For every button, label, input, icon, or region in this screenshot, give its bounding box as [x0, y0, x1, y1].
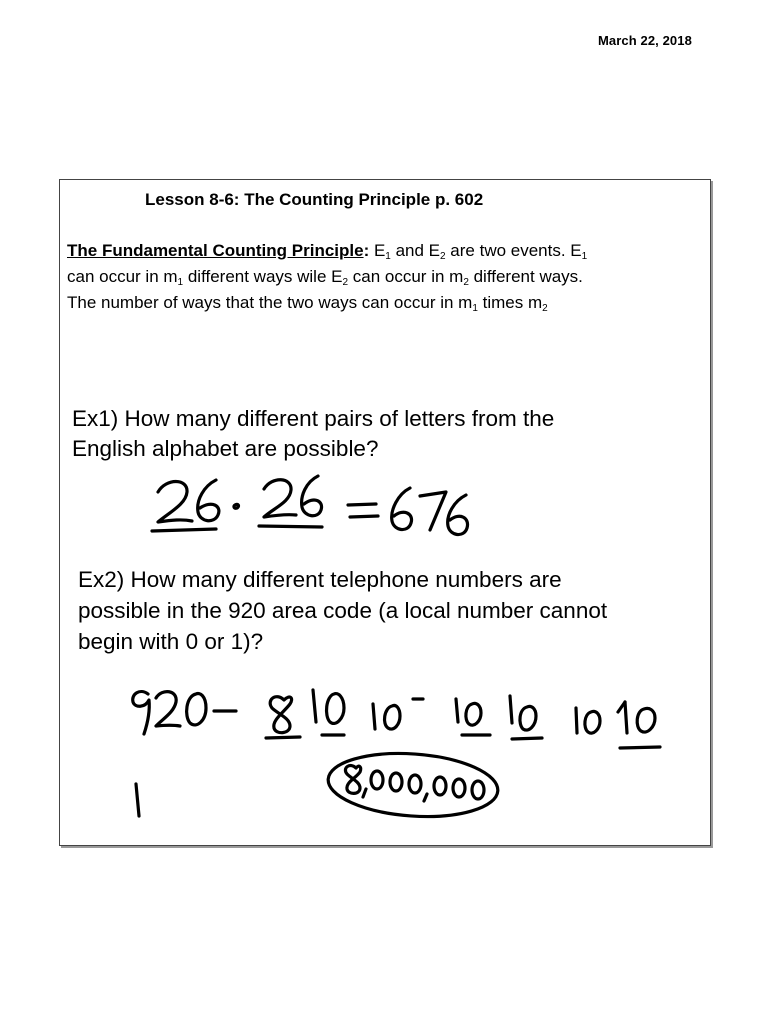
question-line: English alphabet are possible? [72, 436, 379, 461]
principle-text: are two events. E [445, 241, 582, 260]
principle-text: can occur in m [67, 267, 178, 286]
principle-text: E [369, 241, 386, 260]
principle-text: can occur in m [348, 267, 464, 286]
subscript: 1 [385, 251, 391, 262]
subscript: 2 [440, 251, 446, 262]
example-2-handwritten-answer [326, 748, 500, 822]
lesson-title: Lesson 8-6: The Counting Principle p. 602 [145, 190, 484, 209]
question-line: possible in the 920 area code (a local number cannot [78, 598, 608, 623]
principle-text: times m [477, 293, 543, 312]
principle-colon: : [363, 241, 370, 260]
subscript: 2 [342, 277, 349, 288]
question-line: Ex2) How many different telephone numbers are [78, 567, 562, 592]
principle-text: different ways wile E [183, 267, 343, 286]
subscript: 2 [463, 277, 469, 288]
question-line: Ex1) How many different pairs of letters from the [72, 406, 555, 431]
subscript: 1 [472, 303, 478, 314]
subscript: 2 [542, 303, 548, 314]
principle-text: different ways. [468, 267, 583, 286]
principle-term: The Fundamental Counting Principle [67, 241, 364, 260]
subscript: 1 [581, 251, 588, 262]
page-date: March 22, 2018 [598, 33, 692, 48]
example-1-handwritten-work [152, 476, 468, 535]
principle-text: The number of ways that the two ways can occur in m [67, 293, 473, 312]
principle-text: and E [390, 241, 441, 260]
subscript: 1 [177, 277, 184, 288]
question-line: begin with 0 or 1)? [78, 629, 264, 654]
